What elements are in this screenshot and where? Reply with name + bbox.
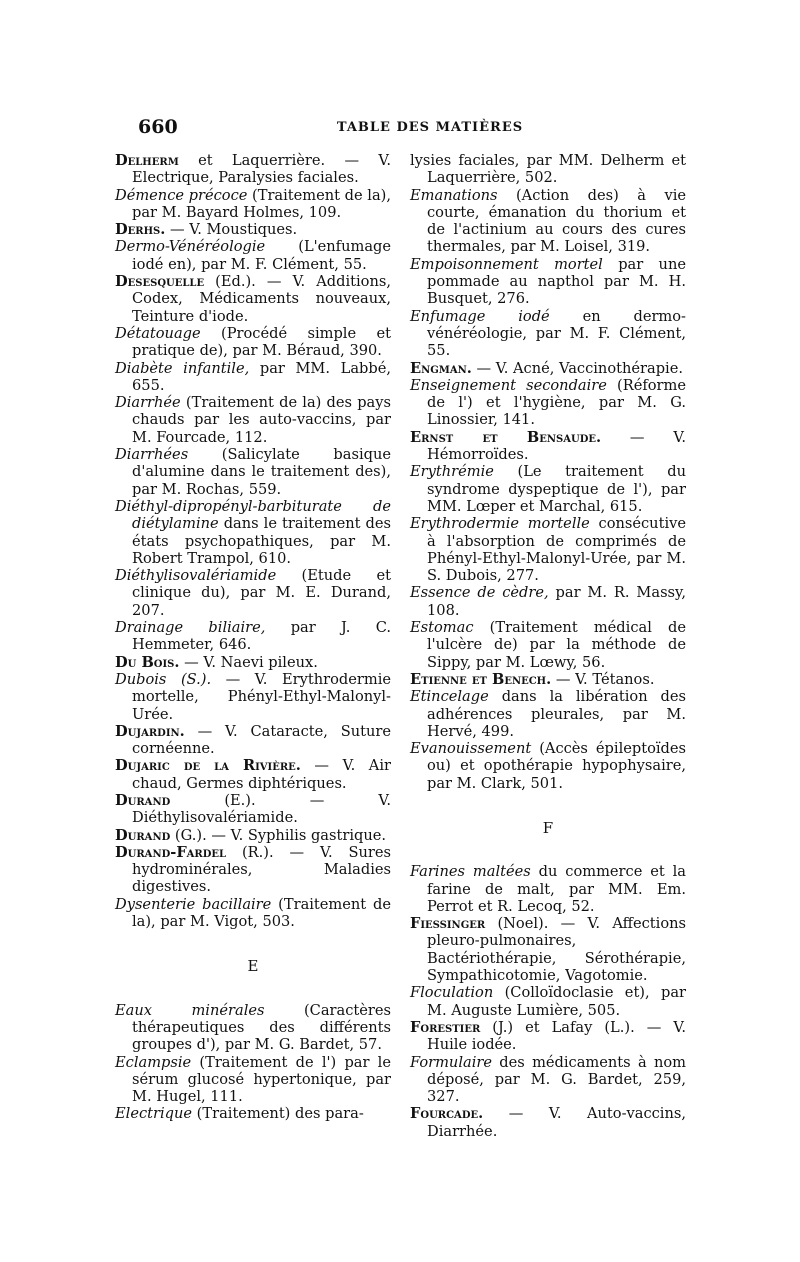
entry-text: par M. R. Massy, 108. — [427, 584, 686, 619]
entry-text: — V. Erythrodermie mortelle, Phényl-Ethyl-Malonyl-Urée. — [132, 670, 391, 723]
entry-heading: Erythrémie — [410, 463, 494, 481]
entry-heading: Diarrhée — [115, 394, 181, 412]
entry-heading: Floculation — [410, 984, 494, 1002]
index-entry — [410, 515, 686, 584]
index-entry — [410, 619, 686, 671]
entry-heading: Diéthylisovalériamide — [115, 567, 277, 585]
index-entry — [410, 377, 686, 429]
index-entry — [115, 498, 391, 567]
entry-text: — V. Naevi pileux. — [179, 653, 318, 671]
index-entry — [410, 463, 686, 515]
index-entry — [410, 915, 686, 984]
entry-text: par MM. Labbé, 655. — [132, 359, 391, 394]
entry-heading: Dubois (S.). — [115, 670, 212, 688]
entry-text: (R.). — V. Sures hydrominérales, Maladies digestives. — [132, 843, 391, 896]
page-number: 660 — [138, 116, 178, 138]
entry-list-e — [115, 1002, 391, 1123]
entry-list-d — [115, 152, 391, 930]
entry-text: (Traitement de la) des pays chauds par les auto-vaccins, par M. Fourcade, 112. — [132, 394, 391, 446]
entry-text: (Caractères thérapeutiques des différents groupes d'), par M. G. Bardet, 57. — [132, 1001, 392, 1054]
entry-text: lysies faciales, par MM. Delherm et Laquerrière, 502. — [410, 152, 686, 187]
index-entry — [410, 256, 686, 308]
entry-heading: Electrique — [115, 1105, 193, 1123]
index-entry — [115, 844, 391, 896]
entry-heading: Eclampsie — [115, 1053, 192, 1071]
entry-heading: Etienne et Benech. — [410, 670, 552, 688]
entry-heading: Evanouissement — [410, 740, 532, 758]
index-entry — [115, 1054, 391, 1106]
entry-heading: Formulaire — [410, 1053, 492, 1071]
entry-text: par J. C. Hemmeter, 646. — [132, 619, 391, 654]
entry-text: dans la libération des adhérences pleurales, par M. Hervé, 499. — [427, 688, 686, 740]
entry-text: (Action des) à vie courte, émanation du thorium et de l'actinium au cours des cures thermales, par M. Loisel, 319. — [427, 186, 686, 256]
entry-heading: Démence précoce — [115, 186, 248, 204]
entry-text: (Colloïdoclasie et), par M. Auguste Lumière, 505. — [427, 984, 686, 1019]
entry-text: dans le traitement des états psychopathiques, par M. Robert Trampol, 610. — [132, 515, 391, 567]
index-entry — [410, 1054, 686, 1106]
entry-heading: Fiessinger — [410, 915, 486, 933]
entry-heading: Diéthyl-dipropényl-barbiturate de diétylamine — [115, 497, 391, 533]
entry-heading: Ernst et Bensaude. — [410, 428, 602, 446]
index-entry — [410, 688, 686, 740]
entry-text: — V. Air chaud, Germes diphtériques. — [132, 757, 391, 792]
entry-heading: Dujardin. — [115, 722, 185, 740]
index-entry — [410, 671, 686, 688]
entry-text: (Ed.). — V. Additions, Codex, Médicaments nouveaux, Teinture d'iode. — [132, 273, 391, 325]
entry-heading: Fourcade. — [410, 1105, 484, 1123]
entry-text: (Traitement de l') par le sérum glucosé hypertonique, par M. Hugel, 111. — [132, 1053, 391, 1106]
entry-text: — V. Hémorroïdes. — [427, 428, 687, 464]
entry-heading: Diarrhées — [115, 446, 189, 464]
entry-heading: Engman. — [410, 359, 472, 377]
index-entry — [410, 187, 686, 256]
entry-text: (Traitement médical de l'ulcère de) par la méthode de Sippy, par M. Lœwy, 56. — [427, 619, 686, 671]
entry-heading: Durand — [115, 826, 171, 844]
index-entry — [115, 273, 391, 325]
entry-heading: Eaux minérales — [115, 1001, 265, 1019]
entry-heading: Enseignement secondaire — [410, 376, 607, 394]
entry-heading: Estomac — [410, 619, 474, 637]
section-letter-e: E — [247, 957, 259, 976]
entry-heading: Etincelage — [410, 688, 489, 706]
index-entry — [410, 1019, 686, 1054]
entry-heading: Derhs. — [115, 221, 166, 239]
index-entry — [410, 152, 686, 187]
index-entry — [115, 1105, 391, 1122]
entry-heading: Emanations — [410, 186, 498, 204]
running-head: TABLE DES MATIÈRES — [336, 120, 524, 135]
entry-text: (G.). — V. Syphilis gastrique. — [170, 826, 387, 844]
entry-text: — V. Tétanos. — [551, 670, 655, 688]
left-column — [115, 152, 391, 1123]
entry-heading: Durand — [115, 791, 171, 809]
index-entry — [115, 671, 391, 723]
entry-text: — V. Acné, Vaccinothérapie. — [471, 359, 683, 377]
entry-heading: Desesquelle — [115, 273, 205, 291]
entry-heading: Essence de cèdre, — [410, 584, 549, 602]
entry-heading: Dermo-Vénéréologie — [115, 238, 266, 256]
entry-text: (Traitement de la), par M. Bayard Holmes, 109. — [132, 186, 391, 221]
entry-heading: Du Bois. — [115, 653, 180, 671]
entry-text: par une pommade au napthol par M. H. Busquet, 276. — [427, 255, 686, 308]
index-entry — [115, 723, 391, 758]
section-letter-f: F — [542, 818, 554, 837]
index-entry — [115, 792, 391, 827]
entry-heading: Empoisonnement mortel — [410, 255, 603, 273]
entry-heading: Dujaric de la Rivière. — [115, 757, 301, 775]
entry-text: (L'enfumage iodé en), par M. F. Clément, 55. — [132, 238, 391, 273]
index-entry — [115, 187, 391, 222]
index-entry — [115, 827, 391, 844]
entry-heading: Forestier — [410, 1018, 481, 1036]
entry-heading: Drainage biliaire, — [115, 619, 266, 637]
index-entry — [115, 360, 391, 395]
index-entry — [115, 654, 391, 671]
index-entry — [115, 394, 391, 446]
index-entry — [115, 238, 391, 273]
entry-text: (Réforme de l') et l'hygiène, par M. G. Linossier, 141. — [427, 376, 686, 429]
index-entry — [410, 740, 686, 792]
entry-text: — V. Auto-vaccins, Diarrhée. — [427, 1105, 686, 1140]
entry-heading: Erythrodermie mortelle — [410, 515, 590, 533]
index-entry — [410, 429, 686, 464]
entry-text: (Noel). — V. Affections pleuro-pulmonaires, Bactériothérapie, Sérothérapie, Sympathicotomie, Vagotomie. — [427, 915, 686, 985]
entry-text: (J.) et Lafay (L.). — V. Huile iodée. — [427, 1018, 686, 1054]
entry-heading: Diabète infantile, — [115, 359, 250, 377]
index-entry — [115, 619, 391, 654]
entry-text: (Le traitement du syndrome dyspeptique de l'), par MM. Lœper et Marchal, 615. — [427, 463, 686, 515]
entry-list-e-cont — [410, 152, 686, 792]
index-entry — [410, 360, 686, 377]
entry-text: (E.). — V. Diéthylisovalériamide. — [132, 791, 391, 827]
entry-heading: Delherm — [115, 152, 179, 169]
entry-text: et Laquerrière. — V. Electrique, Paralysies faciales. — [132, 152, 391, 187]
index-entry — [410, 984, 686, 1019]
entry-text: consécutive à l'absorption de comprimés de Phényl-Ethyl-Malonyl-Urée, par M. S. Dubois, 277. — [427, 515, 686, 585]
index-entry — [115, 1002, 391, 1054]
index-entry — [115, 152, 391, 187]
index-entry — [115, 446, 391, 498]
entry-text: (Accès épileptoïdes ou) et opothérapie hypophysaire, par M. Clark, 501. — [427, 740, 686, 792]
index-entry — [410, 308, 686, 360]
entry-text: (Traitement) des para- — [192, 1105, 364, 1123]
right-column — [410, 152, 686, 1140]
entry-text: du commerce et la farine de malt, par MM. Em. Perrot et R. Lecoq, 52. — [427, 863, 686, 915]
entry-heading: Enfumage iodé — [410, 307, 550, 325]
index-entry — [410, 863, 686, 915]
index-entry — [115, 567, 391, 619]
entry-text: (Etude et clinique du), par M. E. Durand, 207. — [132, 567, 391, 619]
index-entry — [410, 584, 686, 619]
entry-text: des médicaments à nom déposé, par M. G. Bardet, 259, 327. — [427, 1053, 686, 1106]
entry-text: (Salicylate basique d'alumine dans le traitement des), par M. Rochas, 559. — [132, 446, 391, 498]
entry-heading: Dysenterie bacillaire — [115, 895, 272, 913]
entry-list-f — [410, 863, 686, 1140]
entry-text: — V. Moustiques. — [165, 221, 298, 239]
entry-text: en dermo-vénéréologie, par M. F. Clément, 55. — [427, 307, 686, 360]
index-entry — [115, 757, 391, 792]
entry-heading: Durand-Fardel — [115, 843, 227, 861]
index-entry — [410, 1105, 686, 1140]
entry-heading: Détatouage — [115, 324, 201, 342]
entry-text: (Traitement de la), par M. Vigot, 503. — [132, 895, 391, 931]
entry-text: — V. Cataracte, Suture cornéenne. — [132, 722, 391, 758]
index-entry — [115, 325, 391, 360]
index-entry — [115, 221, 391, 238]
index-entry — [115, 896, 391, 931]
entry-heading: Farines maltées — [410, 863, 531, 881]
entry-text: (Procédé simple et pratique de), par M. Béraud, 390. — [132, 324, 391, 360]
